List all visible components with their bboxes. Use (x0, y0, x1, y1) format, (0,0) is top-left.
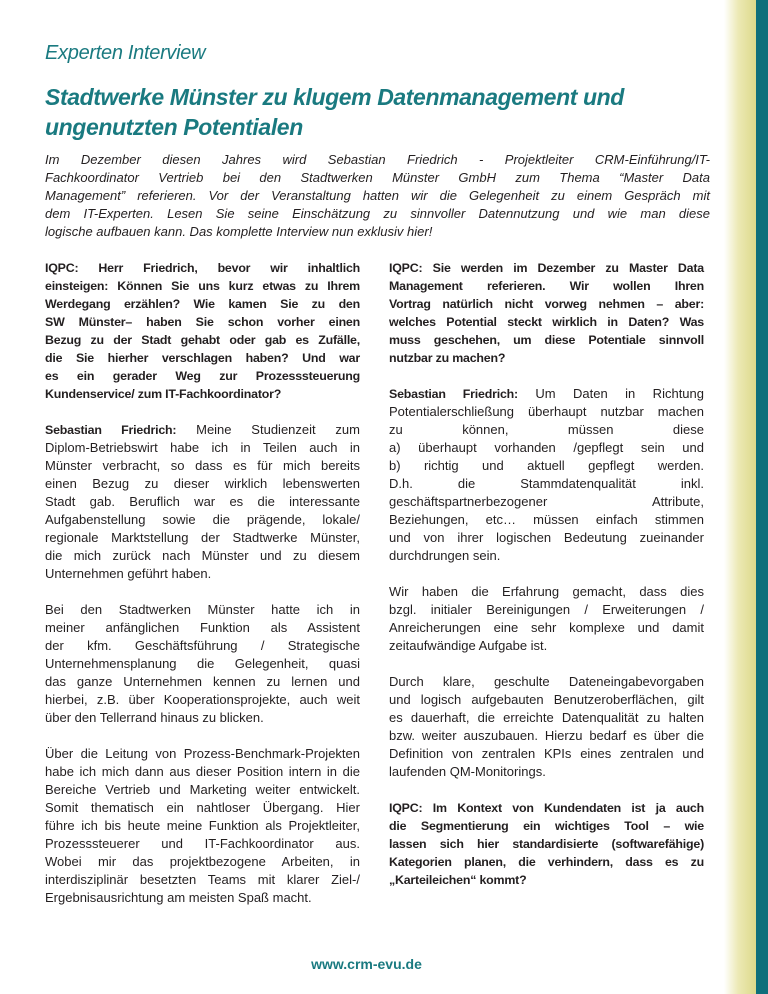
text-line (45, 421, 360, 439)
text-line: meiner anfänglichen Funktion als Assistent (45, 620, 360, 635)
text-line: welches Potential steckt wirklich in Daten? Was (389, 315, 704, 329)
text-line: Kategorien planen, die verhindern, dass es zu (389, 855, 704, 869)
text-line: der kfm. Geschäftsführung / Strategische (45, 638, 360, 653)
text-line: Münster verbracht, so dass es für mich bereits (45, 458, 360, 473)
intro-line: Im Dezember diesen Jahres wird Sebastian Friedrich - Projektleiter CRM-Einführung/IT- (45, 152, 710, 167)
left-column (45, 259, 360, 907)
text-line: geschäftspartnerbezogener Attribute, (389, 494, 704, 509)
text-line: IQPC: Herr Friedrich, bevor wir inhaltlich (45, 261, 360, 275)
text-line: Wir haben die Erfahrung gemacht, dass dies (389, 584, 704, 599)
text-line: „Karteileichen“ kommt? (389, 873, 527, 887)
paragraph-gap (389, 565, 704, 583)
text-line: D.h. die Stammdatenqualität inkl. (389, 476, 704, 491)
text-line: Beziehungen, etc… müssen einfach stimmen (389, 512, 704, 527)
text-line: Bezug zu der Stadt gehabt oder gab es Zufälle, (45, 333, 360, 347)
text-line: Bereiche Vertrieb und Marketing weiter entwickelt. (45, 782, 360, 797)
paragraph-gap (45, 403, 360, 421)
paragraph-gap (389, 655, 704, 673)
text-line: es dauerhaft, die erreichte Datenqualität zu halten (389, 710, 704, 725)
page-title (45, 82, 705, 142)
text-line: zu können, müssen diese (389, 422, 704, 437)
text-line: Prozesssteuerer und IT-Fachkoordinator aus. (45, 836, 360, 851)
line-text: Meine Studienzeit zum (196, 422, 360, 437)
title-line: ungenutzten Potentialen (45, 114, 303, 140)
speaker-label: Sebastian Friedrich: (45, 423, 177, 437)
text-line: zeitaufwändige Aufgabe ist. (389, 638, 548, 653)
text-line: bzw. weiter auszubauen. Hierzu bedarf es über die (389, 728, 704, 743)
decorative-teal-strip (756, 0, 768, 994)
text-line: die Sie hierher verschlagen haben? Und war (45, 351, 360, 365)
text-line: und von ihrer logischen Bedeutung zueinander (389, 530, 704, 545)
text-line: regionale Marktstellung der Stadtwerke Münster, (45, 530, 360, 545)
text-line: nutzbar zu machen? (389, 351, 506, 365)
interview-answer (389, 385, 704, 565)
text-line: Management referieren. Wir wollen Ihren (389, 279, 704, 293)
text-line: Anreicherungen eine sehr komplexe und damit (389, 620, 704, 635)
text-line: über den Tellerrand hinaus zu blicken. (45, 710, 264, 725)
decorative-gradient-strip (724, 0, 756, 994)
text-line: Über die Leitung von Prozess-Benchmark-Projekten (45, 746, 360, 761)
text-line: hierbei, z.B. über Kooperationsprojekte, auch weit (45, 692, 360, 707)
text-line: führe ich bis heute meine Funktion als Projektleiter, (45, 818, 360, 833)
paragraph-gap (45, 583, 360, 601)
text-line: a) überhaupt vorhanden /gepflegt sein und (389, 440, 704, 455)
intro-line: Management” referieren. Vor der Veranstaltung hatten wir die Gelegenheit zu einem Gespräch mit (45, 188, 710, 203)
interview-question (45, 259, 360, 403)
text-line: IQPC: Im Kontext von Kundendaten ist ja auch (389, 801, 704, 815)
text-line: Kundenservice/ zum IT-Fachkoordinator? (45, 387, 282, 401)
line-text: Um Daten in Richtung (535, 386, 704, 401)
right-column (389, 259, 704, 889)
text-line: Diplom-Betriebswirt habe ich in Teilen auch in (45, 440, 360, 455)
text-line: Vortrag natürlich nicht vorweg nehmen – aber: (389, 297, 704, 311)
text-line: einsteigen: Können Sie uns kurz etwas zu Ihrem (45, 279, 360, 293)
text-line: es ein gerader Weg zur Prozesssteuerung (45, 369, 360, 383)
text-line: SW Münster– haben Sie schon vorher einen (45, 315, 360, 329)
interview-answer (45, 421, 360, 583)
footer-url[interactable]: www.crm-evu.de (311, 956, 422, 972)
text-line: Unternehmen geführt haben. (45, 566, 212, 581)
text-line: Ergebnisausrichtung am meisten Spaß macht. (45, 890, 312, 905)
text-line: b) richtig und aktuell gepflegt werden. (389, 458, 704, 473)
paragraph-gap (45, 727, 360, 745)
text-line: muss geschehen, um diese Potentiale sinnvoll (389, 333, 704, 347)
text-line: lassen sich hier standardisierte (softwarefähige) (389, 837, 704, 851)
interview-question (389, 799, 704, 889)
text-line: die mich zurück nach Münster und zu diesem (45, 548, 360, 563)
text-line: habe ich mich dann aus dieser Position intern in die (45, 764, 360, 779)
intro-paragraph (45, 151, 710, 241)
interview-answer (45, 745, 360, 907)
text-line: durchdrungen sein. (389, 548, 501, 563)
interview-answer (45, 601, 360, 727)
text-line: bzgl. initialer Bereinigungen / Erweiterungen / (389, 602, 704, 617)
text-line: Werdegang erzählen? Wie kamen Sie zu den (45, 297, 360, 311)
section-kicker: Experten Interview (45, 42, 206, 64)
text-line: die Segmentierung ein wichtiges Tool – wie (389, 819, 704, 833)
speaker-label: Sebastian Friedrich: (389, 387, 518, 401)
text-line: Durch klare, geschulte Dateneingabevorgaben (389, 674, 704, 689)
text-line: IQPC: Sie werden im Dezember zu Master Data (389, 261, 704, 275)
interview-answer (389, 673, 704, 781)
text-line: das ganze Unternehmen kennen zu lernen und (45, 674, 360, 689)
intro-line: Fachkoordinator Vertrieb bei den Stadtwerken Münster GmbH zum Thema “Master Data (45, 170, 710, 185)
text-line: Aufgabenstellung sowie die prägende, lokale/ (45, 512, 360, 527)
intro-line: logische aufbauen kann. Das komplette Interview nun exklusiv hier! (45, 224, 433, 239)
interview-question (389, 259, 704, 367)
text-line (389, 385, 704, 403)
text-line: interdisziplinär besetzten Teams mit klarer Ziel-/ (45, 872, 360, 887)
intro-line: dem IT-Experten. Lesen Sie seine Einschätzung zu sinnvoller Datennutzung und wie man diese (45, 206, 710, 221)
paragraph-gap (389, 781, 704, 799)
text-line: Somit thematisch ein nahtloser Übergang. Hier (45, 800, 360, 815)
text-line: laufenden QM-Monitorings. (389, 764, 546, 779)
title-line: Stadtwerke Münster zu klugem Datenmanagement und (45, 84, 624, 110)
text-line: Unternehmensplanung die Gelegenheit, quasi (45, 656, 360, 671)
text-line: Potentialerschließung überhaupt nutzbar machen (389, 404, 704, 419)
paragraph-gap (389, 367, 704, 385)
text-line: Bei den Stadtwerken Münster hatte ich in (45, 602, 360, 617)
text-line: und logisch aufgebauten Benutzeroberflächen, gilt (389, 692, 704, 707)
interview-answer (389, 583, 704, 655)
text-line: Wobei mir das projektbezogene Arbeiten, in (45, 854, 360, 869)
text-line: Definition von zentralen KPIs eines zentralen und (389, 746, 704, 761)
text-line: Stadt gab. Beruflich war es die interessante (45, 494, 360, 509)
text-line: einen Bezug zu dieser wirklich lebenswerten (45, 476, 360, 491)
